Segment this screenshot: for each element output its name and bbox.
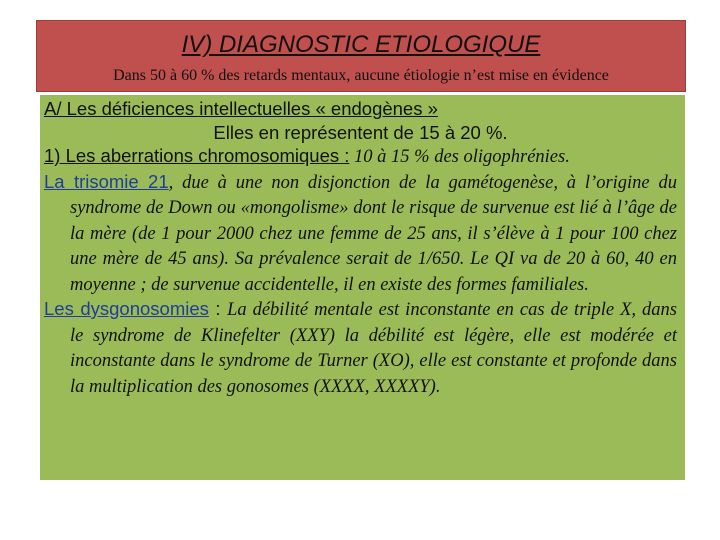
dysgono-term: Les dysgonosomies	[44, 298, 209, 319]
title-banner	[36, 20, 686, 92]
dysgono-colon: :	[208, 298, 228, 319]
section-a-share: Elles en représentent de 15 à 20 %.	[213, 121, 508, 143]
section-a-heading: A/ Les déficiences intellectuelles « endogènes »	[44, 98, 438, 119]
content-panel	[40, 95, 685, 480]
item1-heading: 1) Les aberrations chromosomiques :	[44, 145, 350, 166]
item1-text: 10 à 15 % des oligophrénies.	[349, 147, 570, 167]
trisomy-term: La trisomie 21	[44, 170, 169, 192]
trisomy-text: , due à une non disjonction de la gamétogenèse, à l’origine du syndrome de Down ou «mongolisme» dont le risque de survenue est lié à l’âge de la mère (de 1 pour 2000 chez une femme de 25 ans, il s’élève à 1 pour 100 chez une mère de 45 ans). Sa prévalence serait de 1/650. Le QI va de 20 à 60, 40 en moyenne ; de survenue accidentelle, il en existe des formes familiales.	[70, 172, 677, 295]
dysgono-text: La débilité mentale est inconstante en cas de triple X, dans le syndrome de Klinefelter (XXY) la débilité est légère, elle est modérée et inconstante dans le syndrome de Turner (XO), elle est constante et profonde dans la multiplication des gonosomes (XXXX, XXXXY).	[70, 300, 678, 397]
item1-paragraph	[44, 144, 677, 170]
page-subtitle: Dans 50 à 60 % des retards mentaux, aucune étiologie n’est mise en évidence	[113, 67, 609, 84]
page-title: IV) DIAGNOSTIC ETIOLOGIQUE	[181, 31, 541, 58]
trisomy-paragraph	[44, 170, 677, 298]
content-body	[44, 97, 677, 399]
dysgono-paragraph	[44, 297, 677, 399]
